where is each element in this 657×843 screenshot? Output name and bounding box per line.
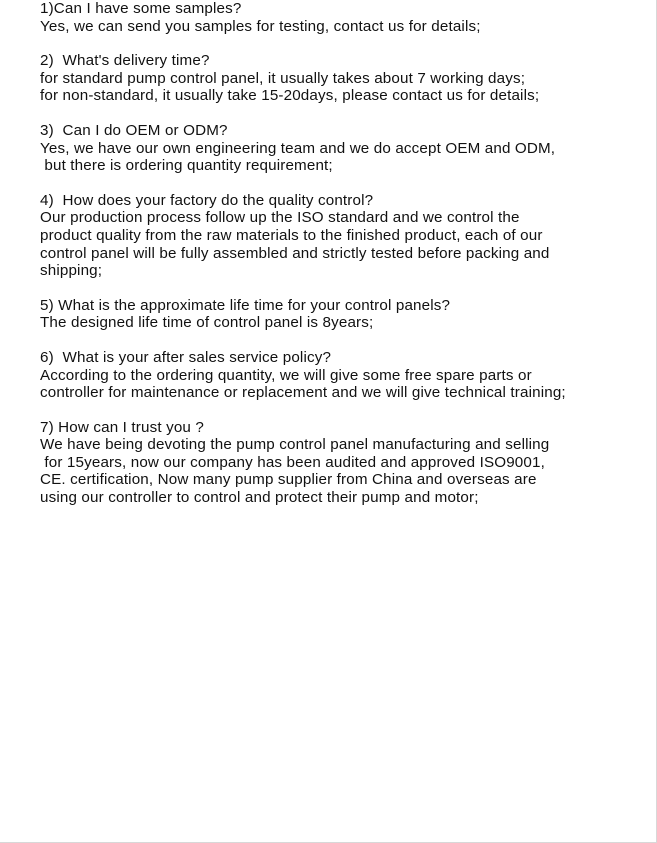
faq-answer-line: product quality from the raw materials to the finished product, each of our: [40, 226, 543, 244]
faq-answer-line: shipping;: [40, 262, 103, 280]
faq-question: 2) What's delivery time?: [40, 52, 210, 70]
faq-answer-line: for standard pump control panel, it usually takes about 7 working days;: [40, 69, 526, 87]
faq-answer-line: The designed life time of control panel is 8years;: [40, 314, 374, 332]
faq-list: [40, 0, 650, 524]
faq-answer-line: We have being devoting the pump control panel manufacturing and selling: [40, 436, 550, 454]
faq-answer-line: for non-standard, it usually take 15-20days, please contact us for details;: [40, 87, 540, 105]
faq-item-trust: [40, 419, 650, 507]
faq-answer-line: Our production process follow up the ISO standard and we control the: [40, 209, 520, 227]
faq-item-life-time: [40, 297, 650, 332]
faq-answer-line: According to the ordering quantity, we will give some free spare parts or: [40, 366, 532, 384]
faq-answer-line: control panel will be fully assembled and strictly tested before packing and: [40, 244, 550, 262]
faq-question: 6) What is your after sales service policy?: [40, 348, 332, 366]
faq-item-samples: [40, 0, 650, 35]
faq-answer-line: controller for maintenance or replacement and we will give technical training;: [40, 384, 566, 402]
faq-question: 1)Can I have some samples?: [40, 0, 242, 17]
faq-question: 3) Can I do OEM or ODM?: [40, 121, 228, 139]
faq-item-delivery: [40, 52, 650, 105]
faq-item-after-sales: [40, 349, 650, 402]
faq-answer-line: Yes, we have our own engineering team and we do accept OEM and ODM,: [40, 139, 556, 157]
faq-item-oem-odm: [40, 122, 650, 175]
faq-answer-line: Yes, we can send you samples for testing, contact us for details;: [40, 17, 481, 35]
faq-answer-line: using our controller to control and protect their pump and motor;: [40, 489, 479, 507]
faq-question: 5) What is the approximate life time for your control panels?: [40, 296, 451, 314]
faq-answer-line: but there is ordering quantity requirement;: [40, 157, 333, 175]
faq-answer-line: for 15years, now our company has been audited and approved ISO9001,: [40, 453, 545, 471]
faq-answer-line: CE. certification, Now many pump supplier from China and overseas are: [40, 471, 537, 489]
faq-item-quality-control: [40, 192, 650, 280]
faq-question: 4) How does your factory do the quality control?: [40, 191, 374, 209]
faq-question: 7) How can I trust you ?: [40, 418, 204, 436]
